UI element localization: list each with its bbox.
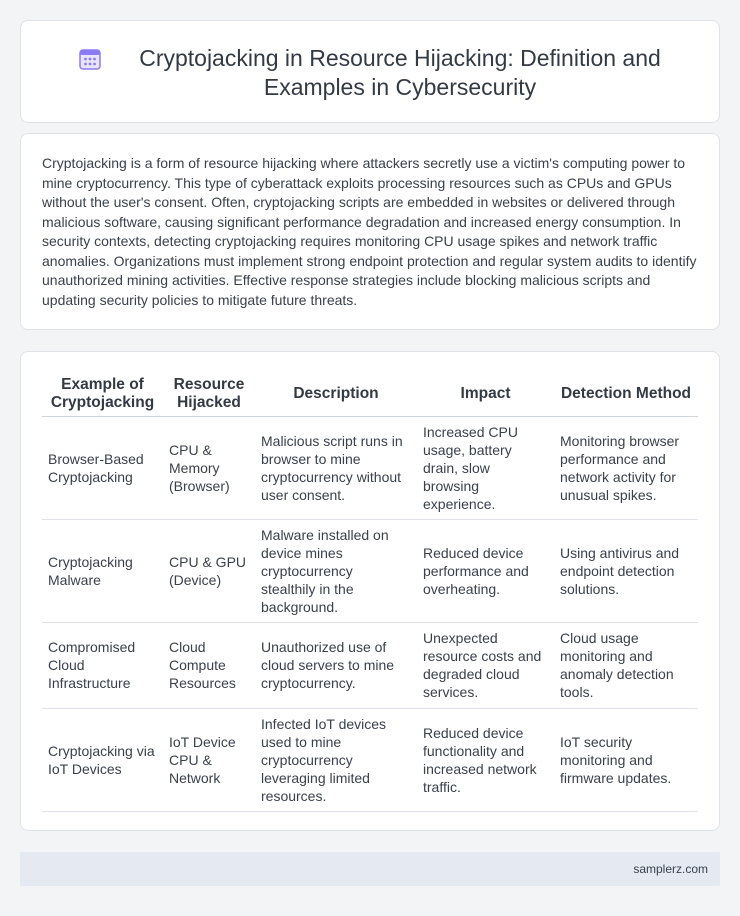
cell-detection: Monitoring browser performance and network activity for unusual spikes.	[554, 416, 698, 519]
cell-resource: Cloud Compute Resources	[163, 622, 255, 708]
table-row	[42, 708, 698, 811]
cell-example: Browser-Based Cryptojacking	[42, 416, 163, 519]
intro-card	[20, 133, 720, 330]
cell-impact: Unexpected resource costs and degraded cloud services.	[417, 622, 554, 708]
cell-resource: IoT Device CPU & Network	[163, 708, 255, 811]
cell-detection: Cloud usage monitoring and anomaly detection tools.	[554, 622, 698, 708]
cell-resource: CPU & GPU (Device)	[163, 519, 255, 622]
footer-site-link[interactable]: samplerz.com	[633, 862, 708, 876]
footer-bar	[20, 852, 720, 886]
page-title: Cryptojacking in Resource Hijacking: Definition and Examples in Cybersecurity	[139, 45, 661, 100]
cell-resource: CPU & Memory (Browser)	[163, 416, 255, 519]
cell-impact: Reduced device performance and overheating.	[417, 519, 554, 622]
examples-table	[42, 372, 698, 812]
header-example: Example of Cryptojacking	[42, 372, 163, 416]
table-row	[42, 622, 698, 708]
header-resource: Resource Hijacked	[163, 372, 255, 416]
title-card	[20, 20, 720, 123]
cell-description: Malware installed on device mines cryptocurrency stealthily in the background.	[255, 519, 417, 622]
cell-detection: Using antivirus and endpoint detection solutions.	[554, 519, 698, 622]
cell-description: Infected IoT devices used to mine cryptocurrency leveraging limited resources.	[255, 708, 417, 811]
cell-example: Cryptojacking Malware	[42, 519, 163, 622]
cell-example: Cryptojacking via IoT Devices	[42, 708, 163, 811]
intro-paragraph: Cryptojacking is a form of resource hijacking where attackers secretly use a victim's computing power to mine cryptocurrency. This type of cyberattack exploits processing resources such as CPUs and GPUs without the user's consent. Often, cryptojacking scripts are embedded in websites or delivered through malicious software, causing significant performance degradation and increased energy consumption. In security contexts, detecting cryptojacking requires monitoring CPU usage spikes and network traffic anomalies. Organizations must implement strong endpoint protection and regular system audits to identify unauthorized mining activities. Effective response strategies include blocking malicious scripts and updating security policies to mitigate future threats.	[42, 155, 697, 308]
table-row	[42, 416, 698, 519]
table-card	[20, 351, 720, 831]
cell-example: Compromised Cloud Infrastructure	[42, 622, 163, 708]
table-row	[42, 519, 698, 622]
header-impact: Impact	[417, 372, 554, 416]
cell-impact: Increased CPU usage, battery drain, slow browsing experience.	[417, 416, 554, 519]
header-description: Description	[255, 372, 417, 416]
cell-detection: IoT security monitoring and firmware updates.	[554, 708, 698, 811]
table-header-row	[42, 372, 698, 416]
cell-description: Unauthorized use of cloud servers to mine cryptocurrency.	[255, 622, 417, 708]
header-detection: Detection Method	[554, 372, 698, 416]
cell-impact: Reduced device functionality and increased network traffic.	[417, 708, 554, 811]
cell-description: Malicious script runs in browser to mine cryptocurrency without user consent.	[255, 416, 417, 519]
